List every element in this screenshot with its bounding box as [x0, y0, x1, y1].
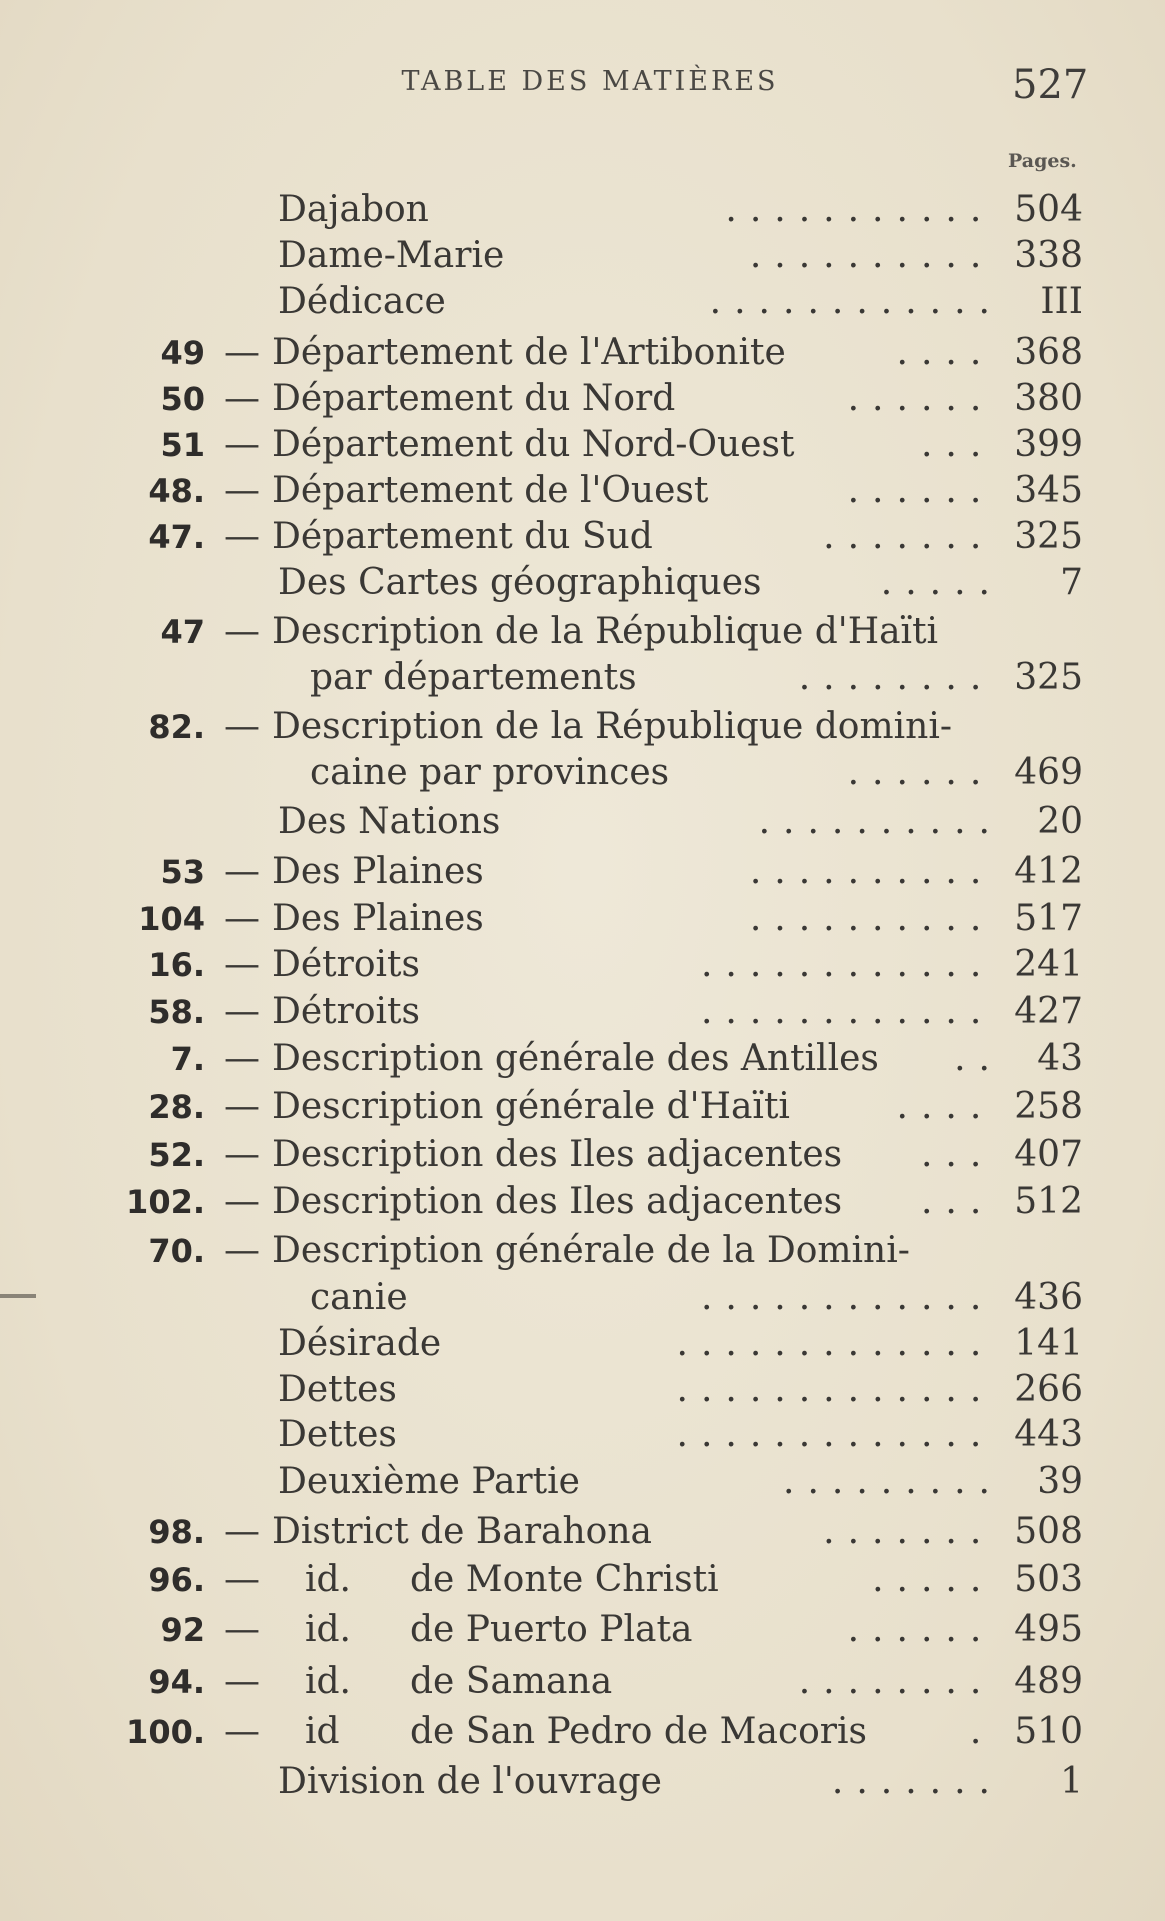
leader-dots: ............ — [700, 991, 995, 1032]
toc-entry — [0, 331, 1165, 375]
leader-dots: ...... — [847, 1609, 995, 1650]
entry-title: caine par provinces — [310, 752, 670, 793]
entry-dash: — — [224, 991, 260, 1032]
section-number: 102. — [126, 1183, 205, 1221]
page-number: 527 — [1012, 62, 1089, 108]
section-number: 49 — [160, 334, 205, 372]
toc-entry — [0, 1760, 1165, 1804]
entry-dash: — — [224, 378, 260, 419]
page-reference: 503 — [1014, 1559, 1083, 1600]
entry-dash: — — [224, 424, 260, 465]
toc-entry — [0, 423, 1165, 467]
leader-dots: ......... — [783, 1461, 1003, 1502]
toc-entry — [0, 280, 1165, 324]
entry-dash: — — [224, 611, 260, 652]
leader-dots: ............. — [676, 1323, 995, 1364]
page-reference: 266 — [1014, 1369, 1083, 1410]
entry-title: Des Plaines — [272, 898, 484, 939]
leader-dots: ....... — [823, 1511, 995, 1552]
entry-dash: — — [224, 898, 260, 939]
entry-title: Dettes — [278, 1369, 397, 1410]
entry-title: Division de l'ouvrage — [278, 1761, 662, 1802]
toc-entry — [0, 610, 1165, 654]
entry-dash: — — [224, 1661, 260, 1702]
entry-title: Des Plaines — [272, 851, 484, 892]
entry-dash: — — [224, 706, 260, 747]
toc-entry — [0, 897, 1165, 941]
leader-dots: ...... — [847, 470, 995, 511]
leader-dots: ...... — [847, 752, 995, 793]
leader-dots: ........... — [725, 189, 995, 230]
entry-dash: — — [224, 944, 260, 985]
entry-title: Description des Iles adjacentes — [272, 1134, 843, 1175]
entry-title: Description de la République domini- — [272, 706, 952, 747]
leader-dots: ............ — [709, 281, 1003, 322]
section-number: 52. — [148, 1136, 205, 1174]
entry-title: Description générale de la Domini- — [272, 1230, 910, 1271]
toc-entry — [0, 990, 1165, 1034]
entry-title: Détroits — [272, 944, 420, 985]
entry-title: Dédicace — [278, 281, 446, 322]
page-reference: 510 — [1014, 1711, 1083, 1752]
leader-dots: .......... — [749, 898, 995, 939]
toc-entry — [0, 1710, 1165, 1754]
toc-entry — [0, 515, 1165, 559]
entry-dash: — — [224, 1134, 260, 1175]
toc-entry — [0, 1368, 1165, 1412]
toc-entry — [0, 1229, 1165, 1273]
section-number: 94. — [148, 1663, 205, 1701]
entry-title: Désirade — [278, 1323, 442, 1364]
section-number: 50 — [160, 380, 205, 418]
page-reference: 1 — [1060, 1761, 1083, 1802]
entry-dash: — — [224, 1181, 260, 1222]
toc-entry — [0, 850, 1165, 894]
section-number: 7. — [170, 1040, 205, 1078]
entry-dash: — — [224, 332, 260, 373]
toc-entry — [0, 1180, 1165, 1224]
page-reference: 39 — [1037, 1461, 1083, 1502]
page-reference: 325 — [1014, 516, 1083, 557]
entry-title: Département de l'Artibonite — [272, 332, 786, 373]
entry-title: District de Barahona — [272, 1511, 653, 1552]
entry-title: Description des Iles adjacentes — [272, 1181, 843, 1222]
section-number: 47 — [160, 613, 205, 651]
page-reference: 368 — [1014, 332, 1083, 373]
page-reference: 380 — [1014, 378, 1083, 419]
page-reference: 399 — [1014, 424, 1083, 465]
entry-title: par départements — [310, 657, 637, 698]
leader-dots: ...... — [847, 378, 995, 419]
page-reference: 412 — [1014, 851, 1083, 892]
section-number: 51 — [160, 426, 205, 464]
entry-title: Département du Nord — [272, 378, 676, 419]
toc-entry — [0, 1510, 1165, 1554]
entry-dash: — — [224, 851, 260, 892]
entry-title: de Samana — [410, 1661, 613, 1702]
idem-label: id. — [305, 1661, 352, 1702]
entry-title: Description générale des Antilles — [272, 1038, 879, 1079]
leader-dots: ............ — [700, 1277, 995, 1318]
leader-dots: .......... — [758, 801, 1003, 842]
idem-label: id. — [305, 1609, 352, 1650]
leader-dots: ............ — [700, 944, 995, 985]
leader-dots: ....... — [831, 1761, 1003, 1802]
leader-dots: ... — [920, 1134, 995, 1175]
entry-title: Des Cartes géographiques — [278, 562, 762, 603]
idem-label: id. — [305, 1559, 352, 1600]
page-reference: 443 — [1014, 1414, 1083, 1455]
toc-entry — [0, 1460, 1165, 1504]
entry-dash: — — [224, 1559, 260, 1600]
toc-entry — [0, 1133, 1165, 1177]
entry-title: Description de la République d'Haïti — [272, 611, 939, 652]
section-number: 96. — [148, 1561, 205, 1599]
page-reference: 436 — [1014, 1277, 1083, 1318]
page-reference: 20 — [1037, 801, 1083, 842]
toc-entry — [0, 1322, 1165, 1366]
entry-dash: — — [224, 1230, 260, 1271]
leader-dots: .......... — [749, 235, 995, 276]
entry-title: de Puerto Plata — [410, 1609, 693, 1650]
page-reference: 325 — [1014, 657, 1083, 698]
toc-entry — [0, 656, 1165, 700]
section-number: 58. — [148, 993, 205, 1031]
page-reference: 43 — [1037, 1038, 1083, 1079]
section-number: 47. — [148, 518, 205, 556]
section-number: 104 — [138, 900, 205, 938]
section-number: 98. — [148, 1513, 205, 1551]
page-reference: 338 — [1014, 235, 1083, 276]
page-reference: 345 — [1014, 470, 1083, 511]
entry-title: Des Nations — [278, 801, 501, 842]
toc-entry — [0, 469, 1165, 513]
entry-title: Détroits — [272, 991, 420, 1032]
page-reference: 517 — [1014, 898, 1083, 939]
toc-entry — [0, 1037, 1165, 1081]
entry-title: Description générale d'Haïti — [272, 1086, 790, 1127]
entry-dash: — — [224, 1511, 260, 1552]
page-reference: 141 — [1014, 1323, 1083, 1364]
entry-dash: — — [224, 1609, 260, 1650]
section-number: 100. — [126, 1713, 205, 1751]
entry-dash: — — [224, 1038, 260, 1079]
section-number: 82. — [148, 708, 205, 746]
page-reference: 489 — [1014, 1661, 1083, 1702]
page-reference: 469 — [1014, 752, 1083, 793]
pages-column-label: Pages. — [1008, 150, 1077, 172]
section-number: 48. — [148, 472, 205, 510]
running-title: TABLE DES MATIÈRES — [401, 66, 779, 97]
section-number: 16. — [148, 946, 205, 984]
leader-dots: .... — [896, 1086, 995, 1127]
leader-dots: ........ — [798, 1661, 995, 1702]
leader-dots: .... — [896, 332, 995, 373]
toc-entry — [0, 561, 1165, 605]
page-reference: 508 — [1014, 1511, 1083, 1552]
entry-title: Département de l'Ouest — [272, 470, 709, 511]
section-number: 53 — [160, 853, 205, 891]
entry-title: de Monte Christi — [410, 1559, 719, 1600]
entry-title: canie — [310, 1277, 408, 1318]
leader-dots: ... — [920, 1181, 995, 1222]
toc-entry — [0, 1413, 1165, 1457]
leader-dots: ....... — [823, 516, 995, 557]
leader-dots: . — [969, 1711, 995, 1752]
toc-entry — [0, 188, 1165, 232]
entry-dash: — — [224, 1711, 260, 1752]
toc-entry — [0, 800, 1165, 844]
toc-entry — [0, 1558, 1165, 1602]
toc-entry — [0, 1085, 1165, 1129]
entry-title: Département du Nord-Ouest — [272, 424, 795, 465]
leader-dots: ........ — [798, 657, 995, 698]
toc-entry — [0, 751, 1165, 795]
page-reference: 241 — [1014, 944, 1083, 985]
toc-entry — [0, 943, 1165, 987]
leader-dots: ..... — [880, 562, 1003, 603]
idem-label: id — [305, 1711, 340, 1752]
entry-title: Dame-Marie — [278, 235, 505, 276]
entry-title: Département du Sud — [272, 516, 653, 557]
toc-entry — [0, 234, 1165, 278]
toc-entry — [0, 1608, 1165, 1652]
entry-dash: — — [224, 516, 260, 557]
section-number: 92 — [160, 1611, 205, 1649]
page-reference: III — [1040, 281, 1083, 322]
leader-dots: ............. — [676, 1414, 995, 1455]
page-reference: 504 — [1014, 189, 1083, 230]
page-reference: 512 — [1014, 1181, 1083, 1222]
toc-entry — [0, 1660, 1165, 1704]
toc-entry — [0, 705, 1165, 749]
page-reference: 407 — [1014, 1134, 1083, 1175]
leader-dots: ..... — [872, 1559, 995, 1600]
entry-dash: — — [224, 1086, 260, 1127]
page-reference: 7 — [1060, 562, 1083, 603]
section-number: 28. — [148, 1088, 205, 1126]
section-number: 70. — [148, 1232, 205, 1270]
entry-title: Dajabon — [278, 189, 429, 230]
page-reference: 495 — [1014, 1609, 1083, 1650]
entry-title: Dettes — [278, 1414, 397, 1455]
leader-dots: ............. — [676, 1369, 995, 1410]
entry-title: Deuxième Partie — [278, 1461, 580, 1502]
leader-dots: .. — [954, 1038, 1003, 1079]
entry-dash: — — [224, 470, 260, 511]
page-reference: 258 — [1014, 1086, 1083, 1127]
leader-dots: .......... — [749, 851, 995, 892]
toc-entry — [0, 1276, 1165, 1320]
entry-title: de San Pedro de Macoris — [410, 1711, 867, 1752]
toc-entry — [0, 377, 1165, 421]
leader-dots: ... — [920, 424, 995, 465]
page-reference: 427 — [1014, 991, 1083, 1032]
